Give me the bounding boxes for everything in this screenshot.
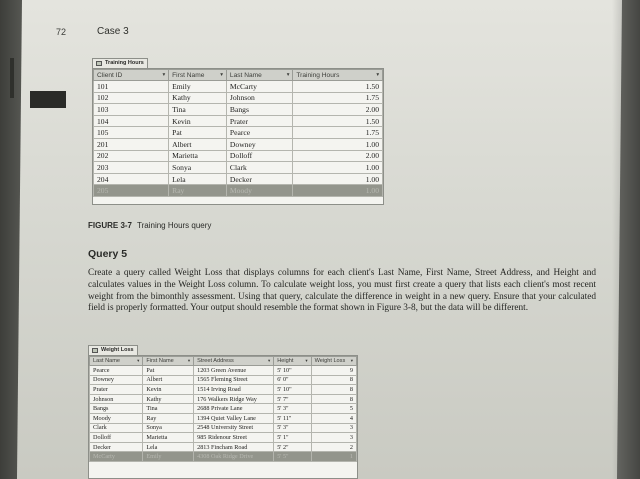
table-row[interactable]: [90, 394, 357, 404]
table-cell[interactable]: Clark: [226, 162, 292, 174]
query-icon: [96, 61, 102, 66]
weight-loss-tab[interactable]: [88, 345, 138, 355]
table-cell[interactable]: Moody: [226, 185, 292, 197]
table-cell[interactable]: 2.00: [293, 150, 383, 162]
sort-dropdown-icon[interactable]: ▾: [305, 358, 308, 363]
sort-dropdown-icon[interactable]: ▾: [286, 71, 290, 78]
table-cell[interactable]: 1394 Quiet Valley Lane: [194, 413, 274, 423]
table-cell[interactable]: 1: [311, 452, 356, 462]
training-hours-table: [93, 69, 383, 197]
column-header[interactable]: [274, 357, 311, 366]
table-cell[interactable]: 5' 11": [274, 413, 311, 423]
table-cell[interactable]: Lela: [143, 442, 194, 452]
column-header[interactable]: [194, 357, 274, 366]
sort-dropdown-icon[interactable]: ▾: [137, 358, 140, 363]
table-cell[interactable]: 5' 3": [274, 423, 311, 433]
sort-dropdown-icon[interactable]: ▾: [220, 71, 223, 78]
table-cell[interactable]: 985 Ridenour Street: [194, 433, 274, 443]
sort-dropdown-icon[interactable]: ▾: [376, 71, 379, 78]
table-cell[interactable]: 1.00: [293, 185, 383, 197]
table-row[interactable]: [94, 138, 383, 150]
table-cell[interactable]: Ray: [143, 413, 194, 423]
table-cell[interactable]: Clark: [90, 423, 143, 433]
table-cell[interactable]: 201: [94, 138, 169, 150]
column-header[interactable]: [226, 70, 292, 81]
table-cell[interactable]: Kevin: [169, 115, 227, 127]
table-cell[interactable]: 101: [94, 81, 169, 93]
table-cell[interactable]: Dolloff: [226, 150, 292, 162]
table-cell[interactable]: 2548 University Street: [194, 423, 274, 433]
table-cell[interactable]: Johnson: [90, 394, 143, 404]
table-row[interactable]: [90, 375, 357, 385]
table-cell[interactable]: 204: [94, 173, 169, 185]
query-icon: [92, 348, 98, 353]
table-cell[interactable]: Johnson: [226, 92, 292, 104]
table-cell[interactable]: 203: [94, 162, 169, 174]
table-cell[interactable]: Emily: [169, 81, 227, 93]
section-heading: Query 5: [88, 248, 128, 260]
table-cell[interactable]: Kevin: [143, 385, 194, 395]
column-header-label: Client ID: [97, 71, 123, 79]
page-number: 72: [56, 27, 67, 37]
table-cell[interactable]: 1.50: [293, 115, 383, 127]
page-edge-shadow: [612, 0, 640, 479]
column-header-label: First Name: [146, 358, 174, 364]
table-cell[interactable]: Tina: [143, 404, 194, 414]
table-row[interactable]: [94, 162, 383, 174]
table-cell[interactable]: 5' 7": [274, 394, 311, 404]
table-row[interactable]: [90, 366, 357, 376]
table-row[interactable]: [90, 385, 357, 395]
training-hours-tab-label: Training Hours: [105, 60, 144, 66]
table-cell[interactable]: 2688 Private Lane: [194, 404, 274, 414]
table-row[interactable]: [94, 150, 383, 162]
table-cell[interactable]: Kathy: [169, 92, 227, 104]
table-row[interactable]: [90, 433, 357, 443]
table-cell[interactable]: Sonya: [143, 423, 194, 433]
weight-loss-table: [89, 356, 357, 462]
table-cell[interactable]: Prater: [226, 115, 292, 127]
column-header-label: Last Name: [229, 71, 262, 79]
table-cell[interactable]: 205: [94, 185, 169, 197]
table-cell[interactable]: 104: [94, 115, 169, 127]
table-row[interactable]: [94, 127, 383, 139]
table-cell[interactable]: Kathy: [143, 394, 194, 404]
column-header-label: Last Name: [93, 358, 121, 364]
figure-caption-label: FIGURE 3-7: [88, 221, 133, 230]
table-cell[interactable]: 5' 10": [274, 366, 311, 376]
table-cell[interactable]: 9: [311, 366, 356, 376]
table-row[interactable]: [94, 115, 383, 127]
table-cell[interactable]: 5' 1": [274, 433, 311, 443]
table-cell[interactable]: 2.00: [293, 104, 383, 116]
column-header[interactable]: [90, 357, 143, 366]
table-row[interactable]: [94, 104, 383, 116]
sort-dropdown-icon[interactable]: ▾: [350, 358, 353, 363]
table-row[interactable]: [90, 413, 357, 423]
table-cell[interactable]: 6' 0": [274, 375, 311, 385]
table-cell[interactable]: 8: [311, 385, 356, 395]
table-cell[interactable]: Albert: [169, 138, 227, 150]
table-row[interactable]: [94, 92, 383, 104]
training-hours-datasheet: [92, 68, 384, 205]
table-cell[interactable]: 1514 Irving Road: [194, 385, 274, 395]
table-row[interactable]: [94, 173, 383, 185]
sort-dropdown-icon[interactable]: ▾: [187, 358, 191, 363]
table-cell[interactable]: Dolloff: [90, 433, 143, 443]
column-header-label: Height: [277, 358, 294, 364]
table-cell[interactable]: Downey: [226, 138, 292, 150]
table-cell[interactable]: 4308 Oak Ridge Drive: [194, 452, 274, 462]
sort-dropdown-icon[interactable]: ▾: [267, 358, 271, 363]
table-cell[interactable]: 3: [311, 433, 356, 443]
table-cell[interactable]: 1.75: [293, 92, 383, 104]
table-cell[interactable]: Albert: [143, 375, 194, 385]
section-paragraph: Create a query called Weight Loss that displays columns for each client's Last Name, First Name, Street Address, and Height and calculates values in the Weight Loss column. To calculate weight loss, you must first create a query that lists each client's most recent weight from the bimonthly assessment. Using that query, calculate the difference in weight in a new query. Ensure that your calculated field is properly formatted. Your output should resemble the format shown in Figure 3-8, but the data will be different.: [88, 268, 596, 314]
sort-dropdown-icon[interactable]: ▾: [162, 71, 166, 78]
column-header[interactable]: [143, 357, 194, 366]
table-row[interactable]: [90, 423, 357, 433]
table-header-row: [94, 70, 383, 81]
table-cell[interactable]: McCarty: [90, 452, 143, 462]
table-cell[interactable]: Ray: [169, 185, 227, 197]
table-cell[interactable]: Decker: [226, 173, 292, 185]
training-hours-tab[interactable]: [92, 58, 148, 68]
table-cell[interactable]: Sonya: [169, 162, 227, 174]
table-cell[interactable]: 2813 Fincham Road: [194, 442, 274, 452]
table-cell[interactable]: 5' 5": [274, 452, 311, 462]
table-cell[interactable]: 1.50: [293, 81, 383, 93]
table-cell[interactable]: 202: [94, 150, 169, 162]
table-cell[interactable]: Tina: [169, 104, 227, 116]
column-header-label: Street Address: [197, 358, 234, 364]
table-cell[interactable]: 8: [311, 375, 356, 385]
table-cell[interactable]: Moody: [90, 413, 143, 423]
table-cell[interactable]: 176 Walkers Ridge Way: [194, 394, 274, 404]
table-row[interactable]: [94, 185, 383, 197]
column-header-label: First Name: [172, 71, 205, 79]
table-cell[interactable]: 4: [311, 413, 356, 423]
table-cell[interactable]: Marietta: [143, 433, 194, 443]
column-header[interactable]: [169, 70, 227, 81]
table-cell[interactable]: McCarty: [226, 81, 292, 93]
chapter-tab-marker: [30, 91, 66, 108]
table-cell[interactable]: 1203 Green Avenue: [194, 366, 274, 376]
table-cell[interactable]: 3: [311, 423, 356, 433]
column-header-label: Weight Loss: [314, 358, 346, 364]
table-cell[interactable]: 5' 3": [274, 404, 311, 414]
binding-mark: [10, 58, 14, 98]
table-cell[interactable]: 1.75: [293, 127, 383, 139]
table-cell[interactable]: 1565 Fleming Street: [194, 375, 274, 385]
table-row[interactable]: [94, 81, 383, 93]
table-cell[interactable]: 1.00: [293, 173, 383, 185]
table-cell[interactable]: Downey: [90, 375, 143, 385]
case-label: Case 3: [97, 26, 129, 37]
table-cell[interactable]: Prater: [90, 385, 143, 395]
table-cell[interactable]: 2: [311, 442, 356, 452]
table-cell[interactable]: Decker: [90, 442, 143, 452]
column-header[interactable]: [94, 70, 169, 81]
table-cell[interactable]: 5: [311, 404, 356, 414]
table-cell[interactable]: 1.00: [293, 162, 383, 174]
figure-caption: [88, 221, 211, 230]
table-cell[interactable]: Pat: [169, 127, 227, 139]
figure-caption-text: Training Hours query: [137, 221, 212, 230]
table-row[interactable]: [90, 452, 357, 462]
table-cell[interactable]: 105: [94, 127, 169, 139]
table-cell[interactable]: 8: [311, 394, 356, 404]
table-cell[interactable]: 103: [94, 104, 169, 116]
table-cell[interactable]: Lela: [169, 173, 227, 185]
table-row[interactable]: [90, 404, 357, 414]
weight-loss-tab-label: Weight Loss: [101, 347, 134, 353]
column-header[interactable]: [311, 357, 356, 366]
table-cell[interactable]: Pat: [143, 366, 194, 376]
table-cell[interactable]: 102: [94, 92, 169, 104]
table-cell[interactable]: 5' 10": [274, 385, 311, 395]
table-cell[interactable]: Bangs: [90, 404, 143, 414]
table-cell[interactable]: Marietta: [169, 150, 227, 162]
weight-loss-datasheet: [88, 355, 358, 479]
table-header-row: [90, 357, 357, 366]
column-header[interactable]: [293, 70, 383, 81]
table-cell[interactable]: 1.00: [293, 138, 383, 150]
table-row[interactable]: [90, 442, 357, 452]
table-cell[interactable]: Pearce: [226, 127, 292, 139]
table-cell[interactable]: Pearce: [90, 366, 143, 376]
table-cell[interactable]: Emily: [143, 452, 194, 462]
table-cell[interactable]: 5' 2": [274, 442, 311, 452]
table-cell[interactable]: Bangs: [226, 104, 292, 116]
column-header-label: Training Hours: [296, 71, 340, 79]
